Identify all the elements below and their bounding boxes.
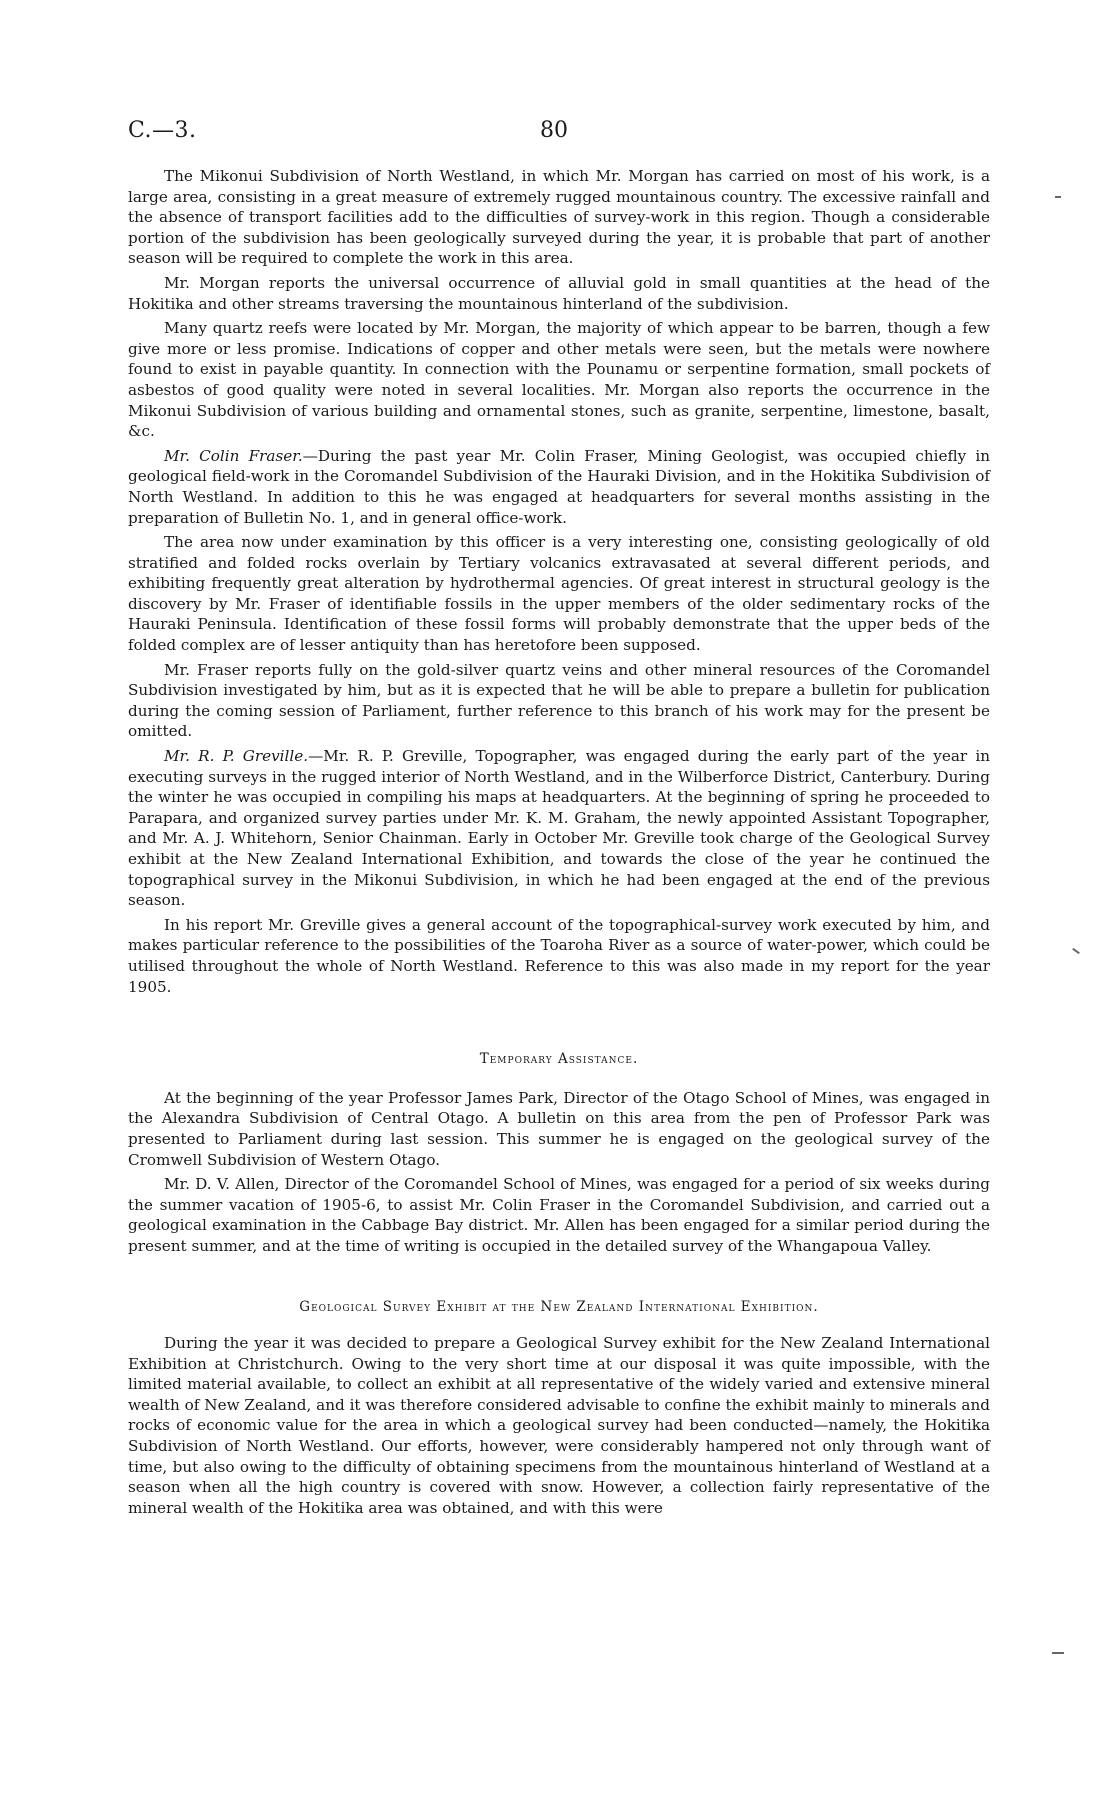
paragraph: In his report Mr. Greville gives a general account of the topographical-survey work executed by him, and makes particular reference to the possibilities of the Toaroha River as a source of water-power, which could be utilised throughout the whole of North Westland. Reference to this was also made in my report for the year 1905. [128, 915, 990, 996]
scan-mark [1072, 948, 1080, 954]
page-number: 80 [540, 118, 568, 143]
section-heading-geological-exhibit: Geological Survey Exhibit at the New Zealand International Exhibition. [299, 1298, 819, 1315]
section-heading-temporary-assistance: Temporary Assistance. [479, 1051, 639, 1068]
paragraph: Mr. Fraser reports fully on the gold-silver quartz veins and other mineral resources of the Coromandel Subdivision investigated by him, but as it is expected that he will be able to prepare a bulletin for publication during the coming session of Parliament, further reference to this branch of his work may for the present be omitted. [128, 660, 990, 741]
paragraph: Many quartz reefs were located by Mr. Morgan, the majority of which appear to be barren, though a few give more or less promise. Indications of copper and other metals were seen, but the metals were nowhere found to exist in payable quantity. In connection with the Pounamu or serpentine formation, small pockets of asbestos of good quality were noted in several localities. Mr. Morgan also reports the occurrence in the Mikonui Subdivision of various building and ornamental stones, such as granite, serpentine, limestone, basalt, &c. [128, 319, 990, 441]
paragraph: The Mikonui Subdivision of North Westland, in which Mr. Morgan has carried on most of his work, is a large area, consisting in a great measure of extremely rugged mountainous country. The excessive rainfall and the absence of transport facilities add to the difficulties of survey-work in this region. Though a considerable portion of the subdivision has been geologically surveyed during the year, it is probable that part of another season will be required to complete the work in this area. [128, 167, 990, 268]
paragraph: The area now under examination by this officer is a very interesting one, consisting geologically of old stratified and folded rocks overlain by Tertiary volcanics extravasated at several different periods, and exhibiting frequently great alteration by hydrothermal agencies. Of great interest in structural geology is the discovery by Mr. Fraser of identifiable fossils in the upper members of the older sedimentary rocks of the Hauraki Peninsula. Identification of these fossil forms will probably demonstrate that the upper beds of the folded complex are of lesser antiquity than has heretofore been supposed. [128, 533, 990, 655]
page-header [0, 118, 1114, 148]
paragraph: During the year it was decided to prepare a Geological Survey exhibit for the New Zealand International Exhibition at Christchurch. Owing to the very short time at our disposal it was quite impossible, with the limited material available, to collect an exhibit at all representative of the widely varied and extensive mineral wealth of New Zealand, and it was therefore considered advisable to confine the exhibit mainly to minerals and rocks of economic value for the area in which a geological survey had been conducted—namely, the Hokitika Subdivision of North Westland. Our efforts, however, were considerably hampered not only through want of time, but also owing to the difficulty of obtaining specimens from the mountainous hinterland of Westland at a season when all the high country is covered with snow. However, a collection fairly representative of the mineral wealth of the Hokitika area was obtained, and with this were [128, 1334, 990, 1517]
person-name: Mr. Colin Fraser. [164, 446, 303, 465]
paragraph: Mr. Morgan reports the universal occurrence of alluvial gold in small quantities at the head of the Hokitika and other streams traversing the mountainous hinterland of the subdivision. [128, 273, 990, 313]
paragraph: At the beginning of the year Professor James Park, Director of the Otago School of Mines, was engaged in the Alexandra Subdivision of Central Otago. A bulletin on this area from the pen of Professor Park was presented to Parliament during last session. This summer he is engaged on the geological survey of the Cromwell Subdivision of Western Otago. [128, 1088, 990, 1169]
paragraph-text: —Mr. R. P. Greville, Topographer, was engaged during the early part of the year in executing surveys in the rugged interior of North Westland, and in the Wilberforce District, Canterbury. During the winter he was occupied in compiling his maps at headquarters. At the beginning of spring he proceeded to Parapara, and organized survey parties under Mr. K. M. Graham, the newly appointed Assistant Topographer, and Mr. A. J. Whitehorn, Senior Chainman. Early in October Mr. Greville took charge of the Geological Survey exhibit at the New Zealand International Exhibition, and towards the close of the year he continued the topographical survey in the Mikonui Subdivision, in which he had been engaged at the end of the previous season. [128, 747, 991, 910]
scan-mark [1052, 1652, 1064, 1654]
paragraph [128, 746, 990, 911]
paragraph: Mr. D. V. Allen, Director of the Coromandel School of Mines, was engaged for a period of six weeks during the summer vacation of 1905-6, to assist Mr. Colin Fraser in the Coromandel Subdivision, and carried out a geological examination in the Cabbage Bay district. Mr. Allen has been engaged for a similar period during the present summer, and at the time of writing is occupied in the detailed survey of the Whangapoua Valley. [128, 1175, 990, 1255]
paragraph [128, 446, 990, 528]
person-name: Mr. R. P. Greville. [164, 747, 309, 766]
document-id: C.—3. [128, 118, 197, 143]
scan-mark [1055, 196, 1061, 198]
paragraph-text: —During the past year Mr. Colin Fraser, Mining Geologist, was occupied chiefly in geological field-work in the Coromandel Subdivision of the Hauraki Division, and in the Hokitika Subdivision of North Westland. In addition to this he was engaged at headquarters for several months assisting in the preparation of Bulletin No. 1, and in general office-work. [128, 446, 990, 527]
body-text [128, 166, 990, 1522]
